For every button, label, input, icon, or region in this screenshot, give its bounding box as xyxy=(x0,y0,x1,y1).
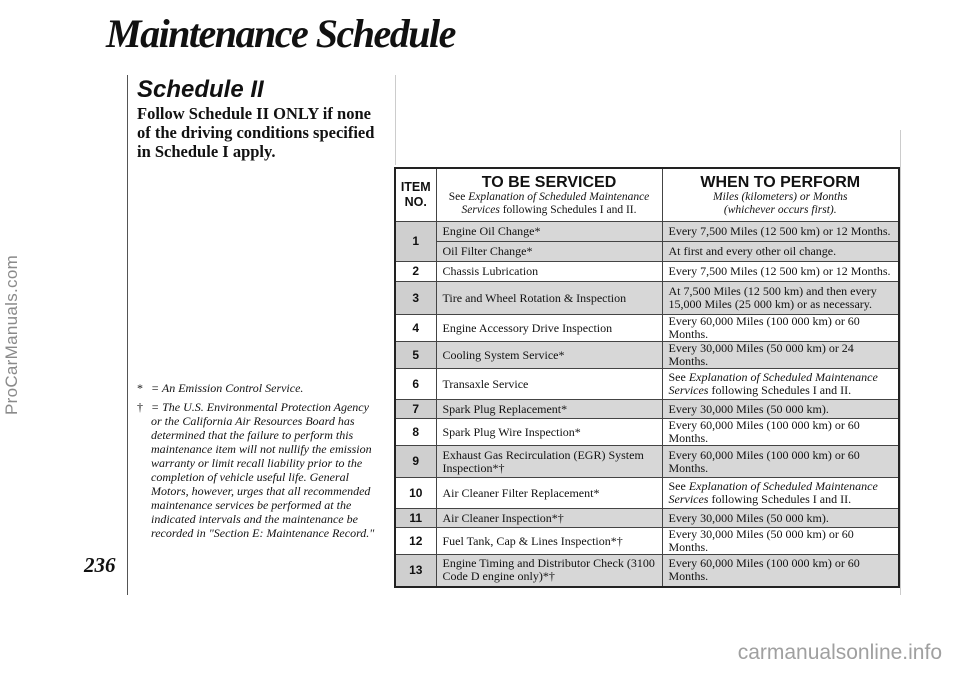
interval-text: Every 60,000 Miles (100 000 km) or 60 Months. xyxy=(662,555,899,587)
service-text: Fuel Tank, Cap & Lines Inspection*† xyxy=(436,528,662,555)
interval-cell xyxy=(662,222,899,262)
interval-rest: following Schedules I and II. xyxy=(711,383,852,397)
interval-text: Every 60,000 Miles (100 000 km) or 60 Months. xyxy=(662,315,899,342)
item-number: 13 xyxy=(395,555,436,587)
header-when-line2: (whichever occurs first). xyxy=(723,203,837,216)
interval-text: Every 60,000 Miles (100 000 km) or 60 Months. xyxy=(662,446,899,478)
header-item-no xyxy=(395,168,436,222)
service-text: Air Cleaner Inspection*† xyxy=(436,509,662,528)
intro-paragraph: Follow Schedule II ONLY if none of the driving conditions specified in Schedule I apply. xyxy=(137,104,375,161)
service-text: Engine Oil Change* xyxy=(442,224,541,238)
table-row xyxy=(395,555,899,587)
table-row xyxy=(395,222,899,262)
item-number: 3 xyxy=(395,282,436,315)
header-what-subtitle xyxy=(437,191,662,217)
interval-italic: Explanation of Scheduled Maintenance Services xyxy=(668,370,878,397)
right-margin-rule xyxy=(900,130,901,595)
table-row xyxy=(395,528,899,555)
footnote-epa xyxy=(137,400,377,540)
service-text: Chassis Lubrication xyxy=(436,262,662,282)
interval-text: Every 30,000 Miles (50 000 km) or 24 Months. xyxy=(662,342,899,369)
header-to-be-serviced xyxy=(436,168,662,222)
item-number: 1 xyxy=(395,222,436,262)
item-number: 9 xyxy=(395,446,436,478)
interval-italic: Explanation of Scheduled Maintenance Services xyxy=(668,479,878,506)
interval-cell xyxy=(662,369,899,400)
service-text: Engine Timing and Distributor Check (3100 Code D engine only)*† xyxy=(436,555,662,587)
header-item-label: ITEM xyxy=(400,180,431,194)
table-row xyxy=(395,342,899,369)
header-when-line1: Miles (kilometers) or Months xyxy=(713,190,848,203)
service-text: Oil Filter Change* xyxy=(437,241,662,261)
footnote-mark: † xyxy=(137,400,143,414)
table-row xyxy=(395,509,899,528)
side-watermark: ProCarManuals.com xyxy=(2,254,21,416)
interval-text: At first and every other oil change. xyxy=(663,241,899,261)
left-margin-rule xyxy=(127,75,128,595)
item-number: 10 xyxy=(395,478,436,509)
table-row xyxy=(395,315,899,342)
footnote-text: = An Emission Control Service. xyxy=(151,381,304,395)
header-what-rest: following Schedules I and II. xyxy=(502,203,637,216)
section-heading: Schedule II xyxy=(137,76,264,103)
footnote-mark: * xyxy=(137,381,143,395)
interval-text: Every 60,000 Miles (100 000 km) or 60 Months. xyxy=(662,419,899,446)
footnotes xyxy=(137,381,377,545)
item-number: 4 xyxy=(395,315,436,342)
header-when-title: WHEN TO PERFORM xyxy=(700,173,861,191)
header-when-subtitle xyxy=(663,191,899,217)
table-row xyxy=(395,369,899,400)
item-number: 11 xyxy=(395,509,436,528)
interval-text: Every 30,000 Miles (50 000 km) or 60 Months. xyxy=(662,528,899,555)
service-text: Air Cleaner Filter Replacement* xyxy=(436,478,662,509)
service-text: Spark Plug Wire Inspection* xyxy=(436,419,662,446)
header-no-label: NO. xyxy=(404,195,427,209)
interval-text: Every 7,500 Miles (12 500 km) or 12 Months. xyxy=(662,262,899,282)
interval-text: Every 30,000 Miles (50 000 km). xyxy=(662,509,899,528)
header-what-title: TO BE SERVICED xyxy=(481,173,617,191)
table-row xyxy=(395,478,899,509)
item-number: 12 xyxy=(395,528,436,555)
bottom-watermark: carmanualsonline.info xyxy=(737,641,942,664)
service-text: Engine Accessory Drive Inspection xyxy=(436,315,662,342)
interval-text: Every 30,000 Miles (50 000 km). xyxy=(662,400,899,419)
interval-text: Every 7,500 Miles (12 500 km) or 12 Months. xyxy=(668,224,891,238)
service-text: Spark Plug Replacement* xyxy=(436,400,662,419)
interval-see: See xyxy=(668,479,686,493)
item-number: 8 xyxy=(395,419,436,446)
table-row xyxy=(395,262,899,282)
table-row xyxy=(395,400,899,419)
maintenance-schedule-table xyxy=(394,167,900,588)
interval-see: See xyxy=(668,370,686,384)
service-text: Transaxle Service xyxy=(436,369,662,400)
service-text: Tire and Wheel Rotation & Inspection xyxy=(436,282,662,315)
table-header-row xyxy=(395,168,899,222)
footnote-text: = The U.S. Environmental Protection Agency or the California Air Resources Board has determined that the failure to perform this maintenance item will not nullify the emission warranty or limit recall liability prior to the completion of vehicle useful life. General Motors, however, urges that all recommended maintenance services be performed at the indicated intervals and the maintenance be recorded in "Section E: Maintenance Record." xyxy=(151,400,375,540)
item-number: 2 xyxy=(395,262,436,282)
item-number: 6 xyxy=(395,369,436,400)
footnote-emission xyxy=(137,381,377,395)
table-row xyxy=(395,446,899,478)
page-number: 236 xyxy=(84,553,116,577)
service-text: Cooling System Service* xyxy=(436,342,662,369)
interval-rest: following Schedules I and II. xyxy=(711,492,852,506)
header-what-italic: Explanation of Scheduled Maintenance Services xyxy=(461,190,650,216)
column-divider-rule xyxy=(395,75,396,165)
header-what-see: See xyxy=(448,190,466,203)
table-row xyxy=(395,282,899,315)
service-cell xyxy=(436,222,662,262)
page-title: Maintenance Schedule xyxy=(106,11,455,56)
item-number: 7 xyxy=(395,400,436,419)
interval-cell xyxy=(662,478,899,509)
header-when-to-perform xyxy=(662,168,899,222)
item-number: 5 xyxy=(395,342,436,369)
service-text: Exhaust Gas Recirculation (EGR) System Inspection*† xyxy=(436,446,662,478)
table-row xyxy=(395,419,899,446)
interval-text: At 7,500 Miles (12 500 km) and then every 15,000 Miles (25 000 km) or as necessary. xyxy=(662,282,899,315)
